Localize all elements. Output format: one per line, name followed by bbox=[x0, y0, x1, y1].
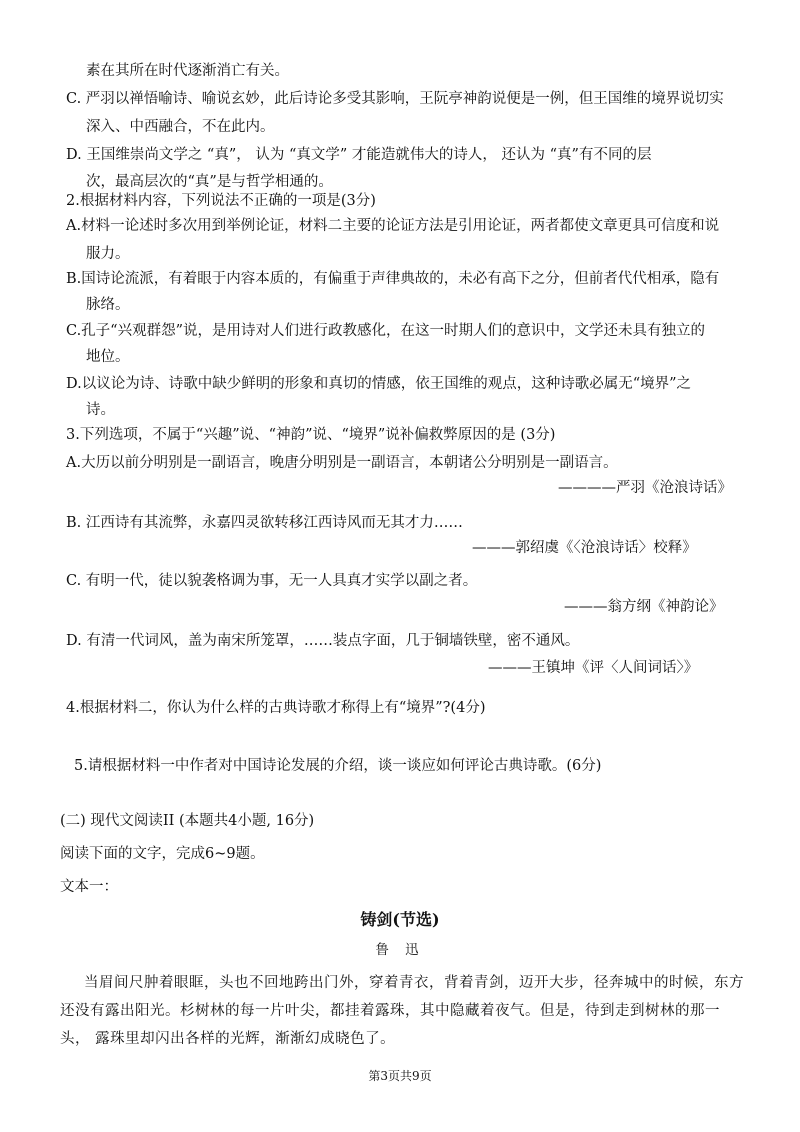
section-heading: (二) 现代文阅读II (本题共4小题, 16分) bbox=[60, 813, 315, 829]
passage-paragraph-line: 还没有露出阳光。杉树林的每一片叶尖，都挂着露珠，其中隐藏着夜气。但是，待到走到树林的那一 bbox=[60, 1003, 720, 1019]
q3-option-a-source: ————严羽《沧浪诗话》 bbox=[558, 480, 732, 496]
q2-option-a: A.材料一论述时多次用到举例论证，材料二主要的论证方法是引用论证，两者都使文章更具可信度和说 bbox=[66, 218, 720, 234]
q2-option-a-cont: 服力。 bbox=[86, 246, 130, 262]
q2-option-c-cont: 地位。 bbox=[86, 349, 130, 365]
page-footer: 第3页共9页 bbox=[368, 1069, 432, 1083]
passage-paragraph-line: 头， 露珠里却闪出各样的光辉，渐渐幻成晓色了。 bbox=[60, 1031, 396, 1047]
instruction: 阅读下面的文字，完成6~9题。 bbox=[60, 846, 265, 862]
q3-option-d-source: ———王镇坤《评〈人间词话〉》 bbox=[488, 660, 699, 676]
q2-option-c: C.孔子“兴观群怨”说，是用诗对人们进行政教感化，在这一时期人们的意识中，文学还未具有独立的 bbox=[66, 323, 706, 339]
text-label: 文本一： bbox=[60, 879, 118, 895]
q3-option-b: B. 江西诗有其流弊，永嘉四灵欲转移江西诗风而无其才力…… bbox=[66, 515, 463, 531]
option-c-line: C. 严羽以禅悟喻诗、喻说玄妙，此后诗论多受其影响，王阮亭神韵说便是一例，但王国维的境界说切实 bbox=[66, 91, 724, 107]
passage-author: 鲁 迅 bbox=[375, 942, 425, 958]
q2-option-d-cont: 诗。 bbox=[86, 402, 115, 418]
question-5: 5.请根据材料一中作者对中国诗论发展的介绍，谈一谈应如何评论古典诗歌。(6分) bbox=[74, 758, 602, 774]
q3-option-b-source: ———郭绍虞《〈沧浪诗话〉校释》 bbox=[472, 540, 697, 556]
q3-option-c-source: ———翁方纲《神韵论》 bbox=[564, 599, 724, 615]
text-line: 素在其所在时代逐渐消亡有关。 bbox=[86, 63, 289, 79]
q3-option-a: A.大历以前分明别是一副语言，晚唐分明别是一副语言，本朝诸公分明别是一副语言。 bbox=[66, 455, 618, 471]
q3-option-d: D. 有清一代词风，盖为南宋所笼罩，……装点字面，几于铜墙铁壁，密不通风。 bbox=[66, 633, 580, 649]
q2-option-b-cont: 脉络。 bbox=[86, 297, 130, 313]
q2-option-b: B.国诗论流派，有着眼于内容本质的，有偏重于声律典故的，未必有高下之分，但前者代代相承，隐有 bbox=[66, 271, 720, 287]
passage-paragraph-line: 当眉间尺肿着眼眶，头也不回地跨出门外，穿着青衣，背着青剑，迈开大步，径奔城中的时候，东方 bbox=[84, 975, 744, 991]
option-d-line: D. 王国维崇尚文学之 “真”， 认为 “真文学” 才能造就伟大的诗人， 还认为 “真”有不同的层 bbox=[66, 147, 652, 163]
q3-option-c: C. 有明一代，徒以貌袭格调为事，无一人具真才实学以副之者。 bbox=[66, 573, 478, 589]
passage-title: 铸剑(节选) bbox=[360, 910, 440, 929]
question-2: 2.根据材料内容，下列说法不正确的一项是(3分) bbox=[66, 193, 376, 209]
option-c-line-cont: 深入、中西融合，不在此内。 bbox=[86, 119, 275, 135]
question-3: 3.下列选项，不属于“兴趣”说、“神韵”说、“境界”说补偏救弊原因的是 (3分) bbox=[66, 427, 556, 443]
q2-option-d: D.以议论为诗、诗歌中缺少鲜明的形象和真切的情感，依王国维的观点，这种诗歌必属无“境界”之 bbox=[66, 376, 692, 392]
option-d-line-cont: 次，最高层次的“真”是与哲学相通的。 bbox=[86, 174, 333, 190]
question-4: 4.根据材料二，你认为什么样的古典诗歌才称得上有“境界”?(4分) bbox=[66, 700, 486, 716]
